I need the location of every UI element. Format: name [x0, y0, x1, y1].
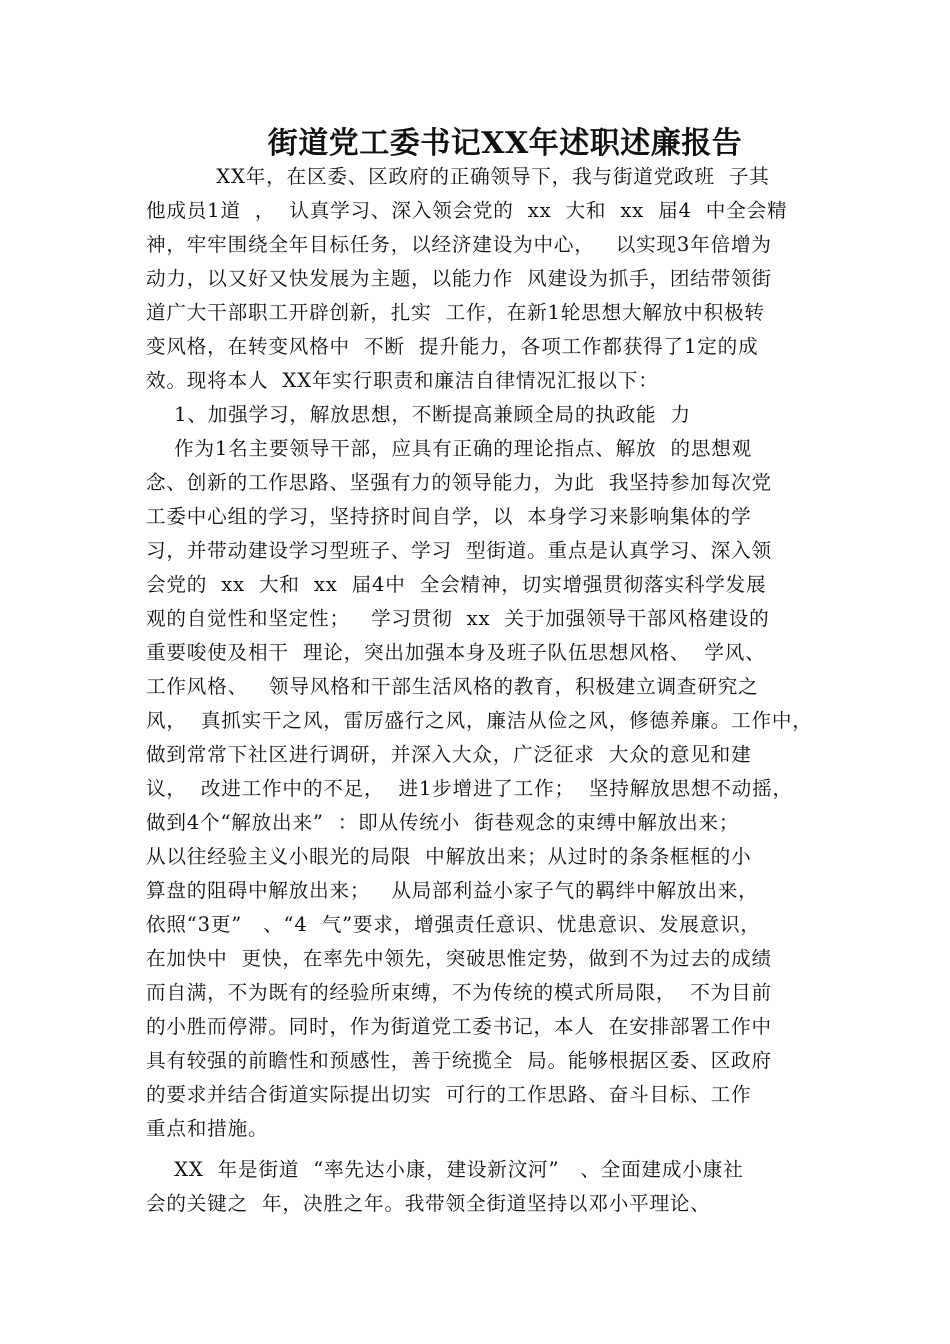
text-line: 工作风格、 领导风格和干部生活风格的教育，积极建立调查研究之 [146, 675, 759, 698]
text-line: 算盘的阻碍中解放出来； 从局部利益小家子气的羁绊中解放出来， [146, 879, 759, 902]
text-line: 重点和措施。 [146, 1117, 269, 1140]
text-line: 议， 改进工作中的不足， 进1步增进了工作； 坚持解放思想不动摇， [146, 777, 793, 800]
text-line: 会的关键之 年，决胜之年。我带领全街道坚持以邓小平理论、 [146, 1192, 711, 1215]
text-line: 而自满，不为既有的经验所束缚，不为传统的模式所局限， 不为目前 [146, 981, 772, 1004]
text-line: 他成员1道 ， 认真学习、深入领会党的 xx 大和 xx 届4 中全会精 [146, 199, 788, 222]
text-line: 的要求并结合街道实际提出切实 可行的工作思路、奋斗目标、工作 [146, 1083, 752, 1106]
text-line: 做到常常下社区进行调研，并深入大众，广泛征求 大众的意见和建 [146, 743, 752, 766]
text-line: 作为1名主要领导干部，应具有正确的理论指点、解放 的思想观 [146, 437, 753, 460]
text-line: 效。现将本人 XX年实行职责和廉洁自律情况汇报以下： [146, 369, 659, 392]
text-line: 的小胜而停滞。同时，作为街道党工委书记，本人 在安排部署工作中 [146, 1015, 772, 1038]
section-heading: 1、加强学习，解放思想，不断提高兼顾全局的执政能 力 [146, 403, 691, 426]
text-line: 风， 真抓实干之风，雷厉盛行之风，廉洁从俭之风，修德养廉。工作中， [146, 709, 813, 732]
document-title: 街道党工委书记XX年述职述廉报告 [267, 126, 743, 161]
text-line: XX 年是街道 “率先达小康，建设新汶河” 、全面建成小康社 [146, 1158, 744, 1181]
text-line: XX年，在区委、区政府的正确领导下，我与街道党政班 子其 [146, 165, 770, 188]
text-line: 具有较强的前瞻性和预感性，善于统揽全 局。能够根据区委、区政府 [146, 1049, 772, 1072]
text-line: 做到4个“解放出来” ：即从传统小 街巷观念的束缚中解放出来； [146, 811, 740, 834]
text-line: 在加快中 更快，在率先中领先，突破思惟定势，做到不为过去的成绩 [146, 947, 772, 970]
text-line: 重要唆使及相干 理论，突出加强本身及班子队伍思想风格、 学风、 [146, 641, 766, 664]
text-line: 观的自觉性和坚定性； 学习贯彻 xx 关于加强领导干部风格建设的 [146, 607, 770, 630]
text-line: 念、创新的工作思路、坚强有力的领导能力，为此 我坚持参加每次党 [146, 471, 772, 494]
document-body [146, 160, 836, 1221]
text-line: 习，并带动建设学习型班子、学习 型街道。重点是认真学习、深入领 [146, 539, 772, 562]
text-line: 动力，以又好又快发展为主题，以能力作 风建设为抓手，团结带领街 [146, 267, 772, 290]
text-line: 道广大干部职工开辟创新，扎实 工作，在新1轮思想大解放中积极转 [146, 301, 765, 324]
text-line: 从以往经验主义小眼光的局限 中解放出来；从过时的条条框框的小 [146, 845, 752, 868]
text-line: 会党的 xx 大和 xx 届4中 全会精神，切实增强贯彻落实科学发展 [146, 573, 767, 596]
text-line: 变风格，在转变风格中 不断 提升能力，各项工作都获得了1定的成 [146, 335, 759, 358]
text-line: 神，牢牢围绕全年目标任务，以经济建设为中心， 以实现3年倍增为 [146, 233, 772, 256]
text-line: 依照“3更” 、“4 气”要求，增强责任意识、忧患意识、发展意识， [146, 913, 761, 936]
text-line: 工委中心组的学习，坚持挤时间自学，以 本身学习来影响集体的学 [146, 505, 752, 528]
